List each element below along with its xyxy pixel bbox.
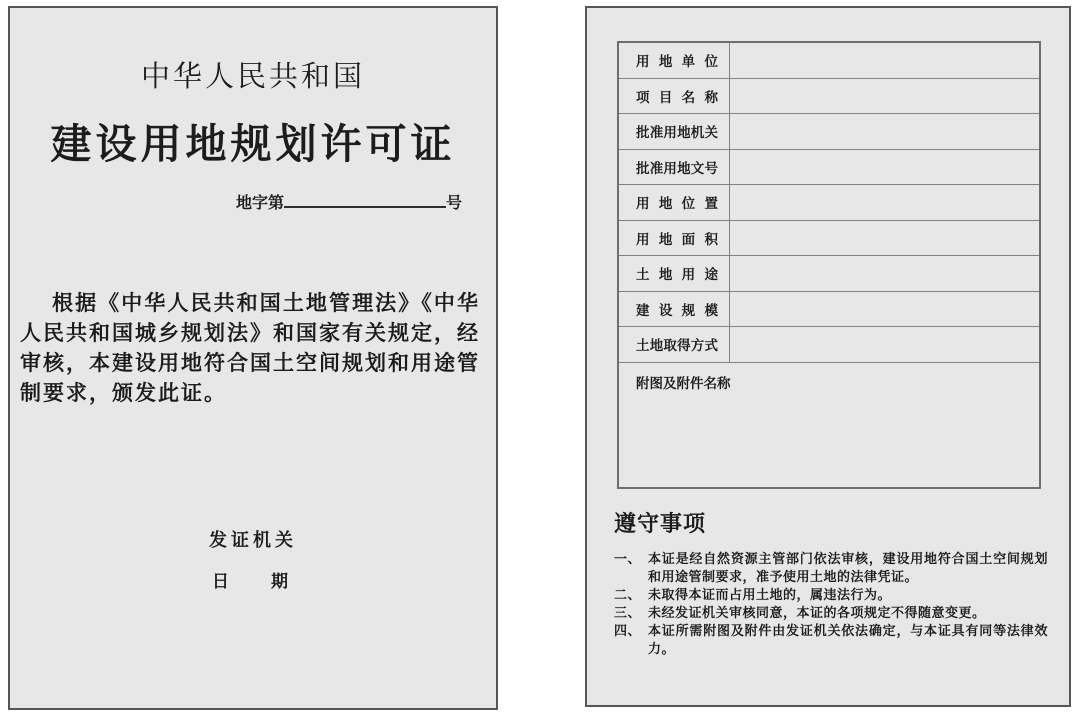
table-row: [619, 221, 1039, 257]
notice-item: [614, 586, 1052, 604]
field-value-cell: [730, 43, 1039, 78]
notice-text: 未经发证机关审核同意，本证的各项规定不得随意变更。: [648, 605, 986, 620]
field-value-cell: [730, 185, 1039, 220]
table-row: [619, 43, 1039, 79]
field-label: 土地取得方式: [636, 338, 718, 354]
field-label-cell: [619, 292, 730, 327]
field-label: 批准用地文号: [636, 160, 718, 176]
field-label-cell: [619, 114, 730, 149]
serial-blank-underline: [284, 191, 446, 208]
field-label-cell: [619, 43, 730, 78]
field-label: 用地面积: [636, 231, 718, 247]
serial-suffix: 号: [446, 195, 463, 212]
serial-number-line: [236, 191, 462, 214]
field-value-cell: [730, 221, 1039, 256]
notice-text: 本证所需附图及附件由发证机关依法确定，与本证具有同等法律效力。: [648, 623, 1048, 656]
notice-marker: 三、: [614, 605, 642, 620]
table-row: [619, 292, 1039, 328]
notices-heading: 遵守事项: [614, 511, 707, 536]
compliance-notices: [614, 511, 1052, 658]
notice-item: [614, 550, 1052, 586]
field-label-cell: [619, 79, 730, 114]
table-row: [619, 114, 1039, 150]
legal-basis-paragraph: 根据《中华人民共和国土地管理法》《中华人民共和国城乡规划法》和国家有关规定，经审核，本建设用地符合国土空间规划和用途管制要求，颁发此证。: [20, 292, 480, 405]
attachments-label: 附图及附件名称: [636, 375, 731, 391]
notice-text: 本证是经自然资源主管部门依法审核，建设用地符合国土空间规划和用途管制要求，准予使用土地的法律凭证。: [648, 551, 1048, 584]
table-row: [619, 185, 1039, 221]
country-title: 中华人民共和国: [140, 61, 365, 93]
field-label: 建设规模: [636, 302, 718, 318]
notice-item: [614, 604, 1052, 622]
date-label: 日期: [212, 572, 288, 591]
table-row: [619, 79, 1039, 115]
serial-prefix: 地字第: [236, 195, 285, 212]
permit-cover-page: [8, 6, 498, 710]
field-label-cell: [619, 327, 730, 362]
notice-item: [614, 622, 1052, 658]
field-label: 用地位置: [636, 196, 718, 212]
notice-marker: 四、: [614, 623, 642, 638]
field-label: 土地用途: [636, 267, 718, 283]
attachments-row: [619, 363, 1039, 488]
table-row: [619, 256, 1039, 292]
table-row: [619, 150, 1039, 186]
field-value-cell: [730, 327, 1039, 362]
field-label: 用地单位: [636, 54, 718, 70]
field-value-cell: [730, 292, 1039, 327]
issuing-authority-label: 发证机关: [209, 530, 297, 550]
field-label-cell: [619, 150, 730, 185]
permit-title: 建设用地规划许可证: [50, 121, 456, 167]
permit-form-page: [585, 6, 1071, 707]
field-label: 项目名称: [636, 89, 718, 105]
notice-marker: 二、: [614, 587, 642, 602]
notice-text: 未取得本证而占用土地的，属违法行为。: [648, 587, 892, 602]
field-label-cell: [619, 256, 730, 291]
field-value-cell: [730, 150, 1039, 185]
field-value-cell: [730, 79, 1039, 114]
field-label: 批准用地机关: [636, 125, 718, 141]
field-label-cell: [619, 185, 730, 220]
table-row: [619, 327, 1039, 363]
field-value-cell: [730, 114, 1039, 149]
permit-form-table: [617, 41, 1041, 489]
notice-marker: 一、: [614, 551, 642, 566]
field-value-cell: [730, 256, 1039, 291]
field-label-cell: [619, 221, 730, 256]
